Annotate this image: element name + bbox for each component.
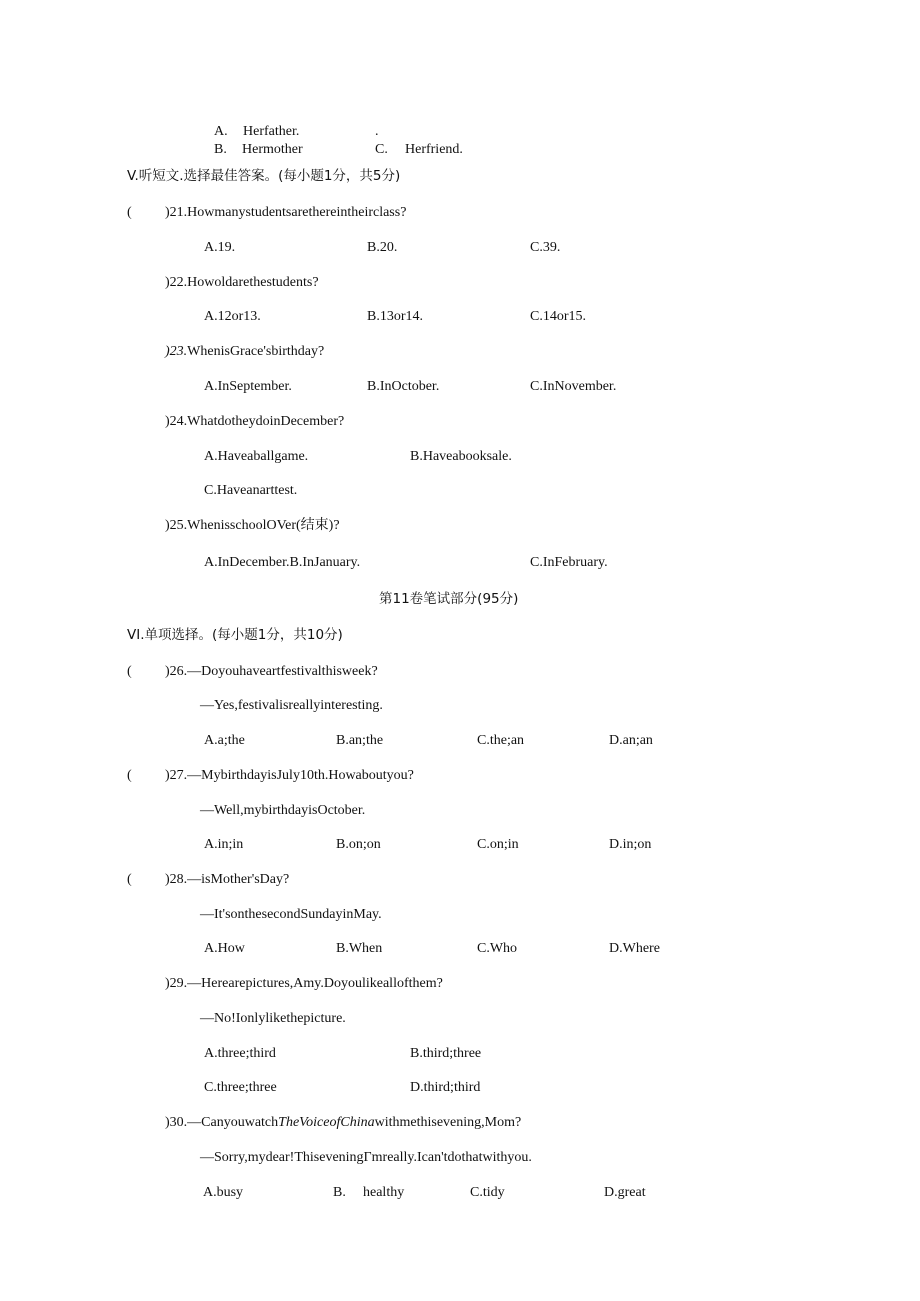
q26-option-b: B.an;the: [336, 733, 384, 748]
q29-option-a: A.three;third: [204, 1046, 276, 1061]
q26-option-d: D.an;an: [609, 733, 653, 748]
q25-option-c: C.InFebruary.: [530, 555, 608, 570]
q28-option-a: A.How: [204, 941, 245, 956]
q29-option-d: D.third;third: [410, 1080, 481, 1095]
q26-option-a: A.a;the: [204, 733, 245, 748]
q27-option-a: A.in;in: [204, 837, 244, 852]
option-c-letter: C.: [375, 142, 388, 157]
q22-option-a: A.12or13.: [204, 309, 261, 324]
q30-show-title: TheVoiceofChina: [278, 1115, 375, 1130]
q30-option-a: A.busy: [203, 1185, 244, 1200]
q23-option-c: C.InNovember.: [530, 379, 617, 394]
q26-paren: (: [127, 664, 132, 679]
option-dot: .: [375, 124, 379, 139]
q26-option-c: C.the;an: [477, 733, 525, 748]
q29-stem: )29.—Herearepictures,Amy.Doyoulikeallofthem?: [165, 976, 443, 991]
q27-option-b: B.on;on: [336, 837, 381, 852]
q26-stem: )26.—Doyouhaveartfestivalthisweek?: [165, 664, 378, 679]
q28-option-c: C.Who: [477, 941, 518, 956]
option-a-text: Herfather.: [243, 124, 300, 139]
q28-paren: (: [127, 872, 132, 887]
q25-option-ab: A.InDecember.B.InJanuary.: [204, 555, 361, 570]
q27-option-c: C.on;in: [477, 837, 519, 852]
q29-option-c: C.three;three: [204, 1080, 277, 1095]
q21-paren: (: [127, 205, 132, 220]
q24-option-b: B.Haveabooksale.: [410, 449, 512, 464]
q29-option-b: B.third;three: [410, 1046, 482, 1061]
q30-option-b-letter: B.: [333, 1185, 346, 1200]
q22-option-c: C.14or15.: [530, 309, 586, 324]
q24-option-c: C.Haveanarttest.: [204, 483, 298, 498]
q24-stem: )24.WhatdotheydoinDecember?: [165, 414, 345, 429]
q27-stem: )27.—MybirthdayisJuly10th.Howaboutyou?: [165, 768, 414, 783]
q28-option-b: B.When: [336, 941, 383, 956]
q21-option-a: A.19.: [204, 240, 236, 255]
q25-stem: )25.WhenisschoolOVer(结束)?: [165, 518, 340, 533]
q27-paren: (: [127, 768, 132, 783]
q30-stem-start: )30.—Canyouwatch: [165, 1115, 279, 1130]
q23-option-b: B.InOctober.: [367, 379, 440, 394]
q30-option-c: C.tidy: [470, 1185, 505, 1200]
option-b-letter: B.: [214, 142, 227, 157]
q30-option-d: D.great: [604, 1185, 646, 1200]
q28-stem: )28.—isMother'sDay?: [165, 872, 290, 887]
option-a-letter: A.: [214, 124, 228, 139]
q27-reply: —Well,mybirthdayisOctober.: [200, 803, 366, 818]
q29-reply: —No!Ionlylikethepicture.: [200, 1011, 346, 1026]
q23-question: WhenisGrace'sbirthday?: [187, 344, 325, 359]
q21-option-c: C.39.: [530, 240, 561, 255]
q28-option-d: D.Where: [609, 941, 660, 956]
q22-stem: )22.Howoldarethestudents?: [165, 275, 319, 290]
q23-number: )23.: [165, 344, 188, 359]
q22-option-b: B.13or14.: [367, 309, 423, 324]
section6-heading: VI.单项选择。(每小题1分，共10分): [127, 627, 343, 643]
q30-option-b-text: healthy: [363, 1185, 405, 1200]
q26-reply: —Yes,festivalisreallyinteresting.: [200, 698, 383, 713]
q28-reply: —It'sonthesecondSundayinMay.: [200, 907, 382, 922]
option-b-text: Hermother: [242, 142, 303, 157]
option-c-text: Herfriend.: [405, 142, 463, 157]
q21-stem: )21.Howmanystudentsarethereintheirclass?: [165, 205, 407, 220]
q23-option-a: A.InSeptember.: [204, 379, 292, 394]
q30-stem-end: withmethisevening,Mom?: [374, 1115, 522, 1130]
q27-option-d: D.in;on: [609, 837, 652, 852]
q24-option-a: A.Haveaballgame.: [204, 449, 309, 464]
q23-stem: [165, 343, 324, 361]
section5-heading: V.听短文.选择最佳答案。(每小题1分，共5分): [127, 168, 401, 184]
q30-stem: [165, 1114, 521, 1132]
q21-option-b: B.20.: [367, 240, 398, 255]
q30-reply: —Sorry,mydear!ThiseveningΓmreally.Ican'tdothatwithyou.: [200, 1150, 532, 1165]
part2-title: 第11卷笔试部分(95分): [379, 591, 519, 607]
